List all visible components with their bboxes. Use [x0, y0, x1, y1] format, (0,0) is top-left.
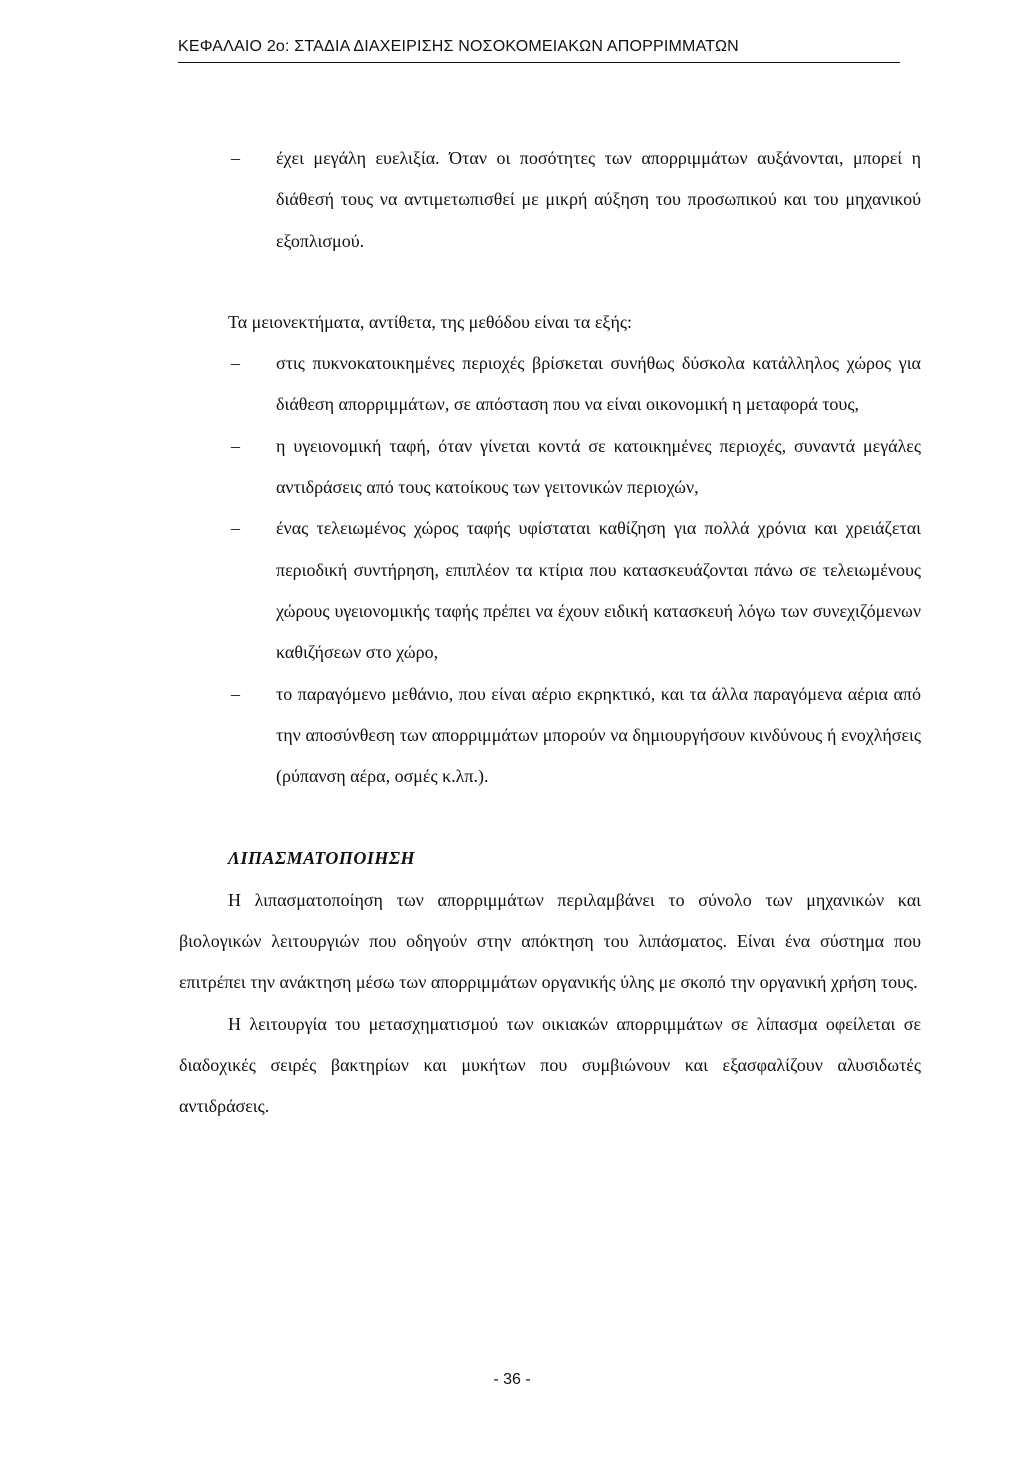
bullet-dash: – [231, 353, 240, 374]
bullet-text: το παραγόμενο μεθάνιο, που είναι αέριο εκρηκτικό, και τα άλλα παραγόμενα αέρια από την αποσύνθεση των απορριμμάτων μπορούν να δημιουργήσουν κινδύνους ή ενοχλήσεις (ρύπανση αέρα, οσμές κ.λπ.). [276, 683, 921, 787]
bullet-dash: – [231, 683, 240, 704]
section-paragraph: Η λειτουργία του μετασχηματισμού των οικιακών απορριμμάτων σε λίπασμα οφείλεται σε διαδοχικές σειρές βακτηρίων και μυκήτων που συμβιώνουν και εξασφαλίζουν αλυσιδωτές αντιδράσεις. [179, 1013, 921, 1117]
disadvantage-bullet [179, 508, 921, 673]
bullet-text: έχει μεγάλη ευελιξία. Όταν οι ποσότητες των απορριμμάτων αυξάνονται, μπορεί η διάθεσή τους να αντιμετωπισθεί με μικρή αύξηση του προσωπικού και του μηχανικού εξοπλισμού. [276, 148, 921, 251]
section-title: ΛΙΠΑΣΜΑΤΟΠΟΙΗΣΗ [228, 848, 416, 869]
bullet-text: ένας τελειωμένος χώρος ταφής υφίσταται καθίζηση για πολλά χρόνια και χρειάζεται περιοδική συντήρηση, επιπλέον τα κτίρια που κατασκευάζονται πάνω σε τελειωμένους χώρους υγειονομικής ταφής πρέπει να έχουν ειδική κατασκευή λόγω των συνεχιζόμενων καθιζήσεων στο χώρο, [276, 518, 921, 663]
section-paragraph: Η λιπασματοποίηση των απορριμμάτων περιλαμβάνει το σύνολο των μηχανικών και βιολογικών λειτουργιών που οδηγούν στην απόκτηση του λιπάσματος. Είναι ένα σύστημα που επιτρέπει την ανάκτηση μέσω των απορριμμάτων οργανικής ύλης με σκοπό την οργανική χρήση τους. [179, 889, 921, 993]
disadvantage-bullet [179, 343, 921, 426]
bullet-dash: – [231, 518, 240, 539]
page-number: - 36 - [493, 1371, 531, 1388]
bullet-dash: – [231, 435, 240, 456]
disadvantage-bullet [179, 674, 921, 798]
chapter-header: ΚΕΦΑΛΑΙΟ 2ο: ΣΤΑΔΙΑ ΔΙΑΧΕΙΡΙΣΗΣ ΝΟΣΟΚΟΜΕΙΑΚΩΝ ΑΠΟΡΡΙΜΜΑΤΩΝ [178, 38, 739, 55]
bullet-text: στις πυκνοκατοικημένες περιοχές βρίσκεται συνήθως δύσκολα κατάλληλος χώρος για διάθεση απορριμμάτων, σε απόσταση που να είναι οικονομική η μεταφορά τους, [276, 353, 921, 415]
advantage-bullet [179, 138, 921, 262]
header-divider [178, 62, 900, 63]
disadvantages-intro: Τα μειονεκτήματα, αντίθετα, της μεθόδου είναι τα εξής: [228, 311, 632, 332]
bullet-text: η υγειονομική ταφή, όταν γίνεται κοντά σε κατοικημένες περιοχές, συναντά μεγάλες αντιδράσεις από τους κατοίκους των γειτονικών περιοχών, [276, 435, 921, 498]
bullet-dash: – [231, 148, 240, 168]
disadvantage-bullet [179, 426, 921, 509]
page-body [179, 138, 921, 1128]
